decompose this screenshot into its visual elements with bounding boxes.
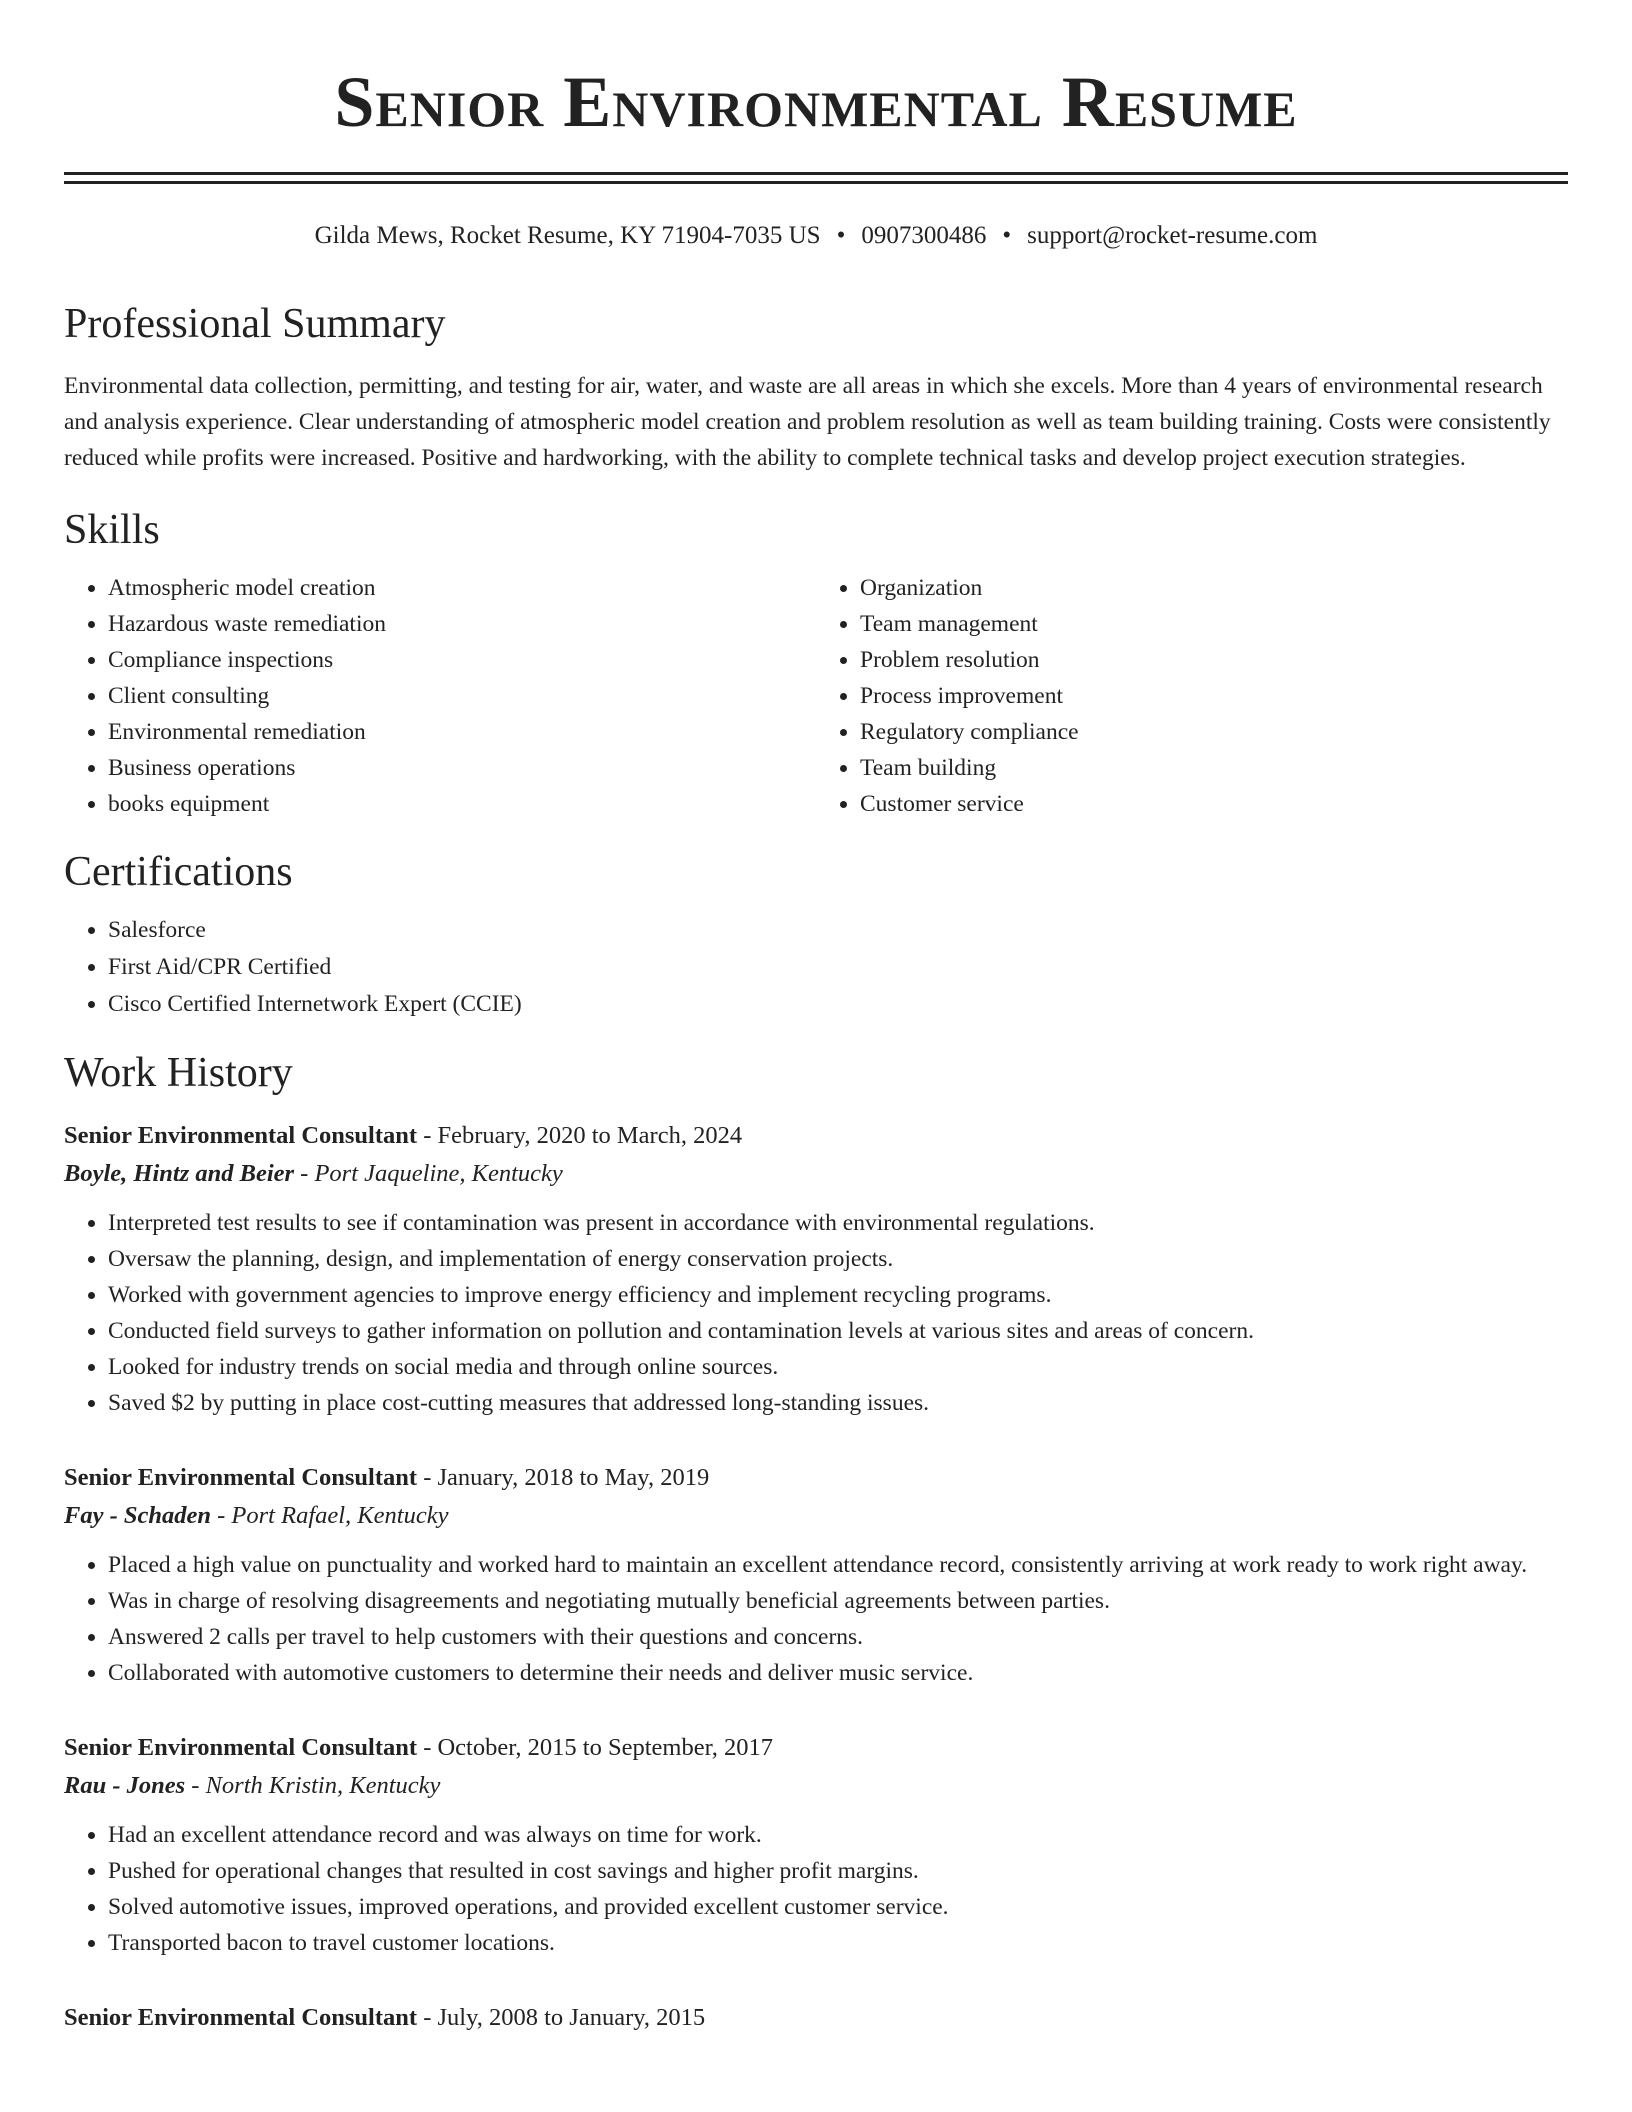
title-divider-bottom: [64, 181, 1568, 184]
certifications-list: [64, 912, 1568, 1023]
skill-item: • Client consulting: [108, 678, 816, 714]
job-employer: Fay - Schaden - Port Rafael, Kentucky: [64, 1502, 449, 1529]
job-header: Senior Environmental Consultant - January, 2018 to May, 2019: [64, 1464, 710, 1491]
job-header: Senior Environmental Consultant - October, 2015 to September, 2017: [64, 1734, 774, 1761]
job-bullets: [64, 1547, 1568, 1691]
job-dates: October, 2015 to September, 2017: [437, 1734, 774, 1761]
contact-line: [64, 220, 1568, 252]
skills-list-left: [64, 570, 816, 822]
job-title: Senior Environmental Consultant: [64, 1734, 418, 1761]
job-bullet: • Collaborated with automotive customers to determine their needs and deliver music service.: [108, 1655, 1568, 1691]
contact-phone: 0907300486: [861, 222, 987, 249]
job-bullet: • Interpreted test results to see if contamination was present in accordance with environmental regulations.: [108, 1205, 1568, 1241]
job-bullet: • Looked for industry trends on social media and through online sources.: [108, 1349, 1568, 1385]
job-bullet: • Was in charge of resolving disagreements and negotiating mutually beneficial agreements between parties.: [108, 1583, 1568, 1619]
resume-title: Senior Environmental Resume: [334, 62, 1298, 142]
job-dates: July, 2008 to January, 2015: [437, 2004, 706, 2031]
skill-item: • Customer service: [860, 786, 1568, 822]
job-bullet: • Transported bacon to travel customer locations.: [108, 1925, 1568, 1961]
job-bullets: [64, 1817, 1568, 1961]
title-divider-top: [64, 172, 1568, 175]
job-bullet: • Pushed for operational changes that resulted in cost savings and higher profit margins.: [108, 1853, 1568, 1889]
contact-separator: •: [836, 222, 846, 249]
job-company: Fay - Schaden: [64, 1502, 211, 1529]
job-title: Senior Environmental Consultant: [64, 1464, 418, 1491]
job-dates: February, 2020 to March, 2024: [437, 1122, 743, 1149]
skill-item: • Business operations: [108, 750, 816, 786]
contact-address: Gilda Mews, Rocket Resume, KY 71904-7035 US: [314, 222, 821, 249]
skill-item: • Atmospheric model creation: [108, 570, 816, 606]
skill-item: • Process improvement: [860, 678, 1568, 714]
work-history-heading: Work History: [64, 1050, 293, 1096]
job-employer: Rau - Jones - North Kristin, Kentucky: [64, 1772, 441, 1799]
job-bullet: • Conducted field surveys to gather information on pollution and contamination levels at various sites and areas of concern.: [108, 1313, 1568, 1349]
skill-item: • Team management: [860, 606, 1568, 642]
contact-separator: •: [1002, 222, 1012, 249]
skills-columns: [64, 570, 1568, 822]
job-entry: [64, 1459, 1568, 1691]
skill-item: • books equipment: [108, 786, 816, 822]
skill-item: • Compliance inspections: [108, 642, 816, 678]
certification-item: • Cisco Certified Internetwork Expert (CCIE): [108, 986, 1568, 1023]
job-bullet: • Placed a high value on punctuality and worked hard to maintain an excellent attendance record, consistently arriving at work ready to work right away.: [108, 1547, 1568, 1583]
skill-item: • Hazardous waste remediation: [108, 606, 816, 642]
certification-item: • First Aid/CPR Certified: [108, 949, 1568, 986]
skill-item: • Organization: [860, 570, 1568, 606]
certifications-heading: Certifications: [64, 849, 293, 895]
job-dates: January, 2018 to May, 2019: [437, 1464, 710, 1491]
skill-item: • Problem resolution: [860, 642, 1568, 678]
contact-email: support@rocket-resume.com: [1027, 222, 1318, 249]
certification-item: • Salesforce: [108, 912, 1568, 949]
job-bullet: • Answered 2 calls per travel to help customers with their questions and concerns.: [108, 1619, 1568, 1655]
job-bullet: • Had an excellent attendance record and was always on time for work.: [108, 1817, 1568, 1853]
job-bullet: • Saved $2 by putting in place cost-cutting measures that addressed long-standing issues.: [108, 1385, 1568, 1421]
job-header: Senior Environmental Consultant - July, 2008 to January, 2015: [64, 2004, 706, 2031]
summary-text: Environmental data collection, permitting, and testing for air, water, and waste are all areas in which she excels. More than 4 years of environmental research and analysis experience. Clear understanding of atmospheric model creation and problem resolution as well as team building training. Costs were consistently reduced while profits were increased. Positive and hardworking, with the ability to complete technical tasks and develop project execution strategies.: [64, 373, 1551, 471]
job-bullet: • Worked with government agencies to improve energy efficiency and implement recycling programs.: [108, 1277, 1568, 1313]
job-title: Senior Environmental Consultant: [64, 2004, 418, 2031]
skill-item: • Regulatory compliance: [860, 714, 1568, 750]
job-employer: Boyle, Hintz and Beier - Port Jaqueline, Kentucky: [64, 1160, 563, 1187]
job-bullet: • Solved automotive issues, improved operations, and provided excellent customer service.: [108, 1889, 1568, 1925]
summary-heading: Professional Summary: [64, 301, 446, 347]
job-bullet: • Oversaw the planning, design, and implementation of energy conservation projects.: [108, 1241, 1568, 1277]
skills-heading: Skills: [64, 507, 160, 553]
skills-list-right: [816, 570, 1568, 822]
skill-item: • Environmental remediation: [108, 714, 816, 750]
job-company: Boyle, Hintz and Beier: [64, 1160, 295, 1187]
job-title: Senior Environmental Consultant: [64, 1122, 418, 1149]
job-entry: [64, 1999, 1568, 2037]
job-company: Rau - Jones: [64, 1772, 186, 1799]
skill-item: • Team building: [860, 750, 1568, 786]
job-location: Port Rafael, Kentucky: [231, 1502, 449, 1529]
job-location: North Kristin, Kentucky: [205, 1772, 441, 1799]
job-entry: [64, 1117, 1568, 1421]
job-bullets: [64, 1205, 1568, 1421]
job-entry: [64, 1729, 1568, 1961]
job-header: Senior Environmental Consultant - February, 2020 to March, 2024: [64, 1122, 743, 1149]
job-location: Port Jaqueline, Kentucky: [314, 1160, 563, 1187]
